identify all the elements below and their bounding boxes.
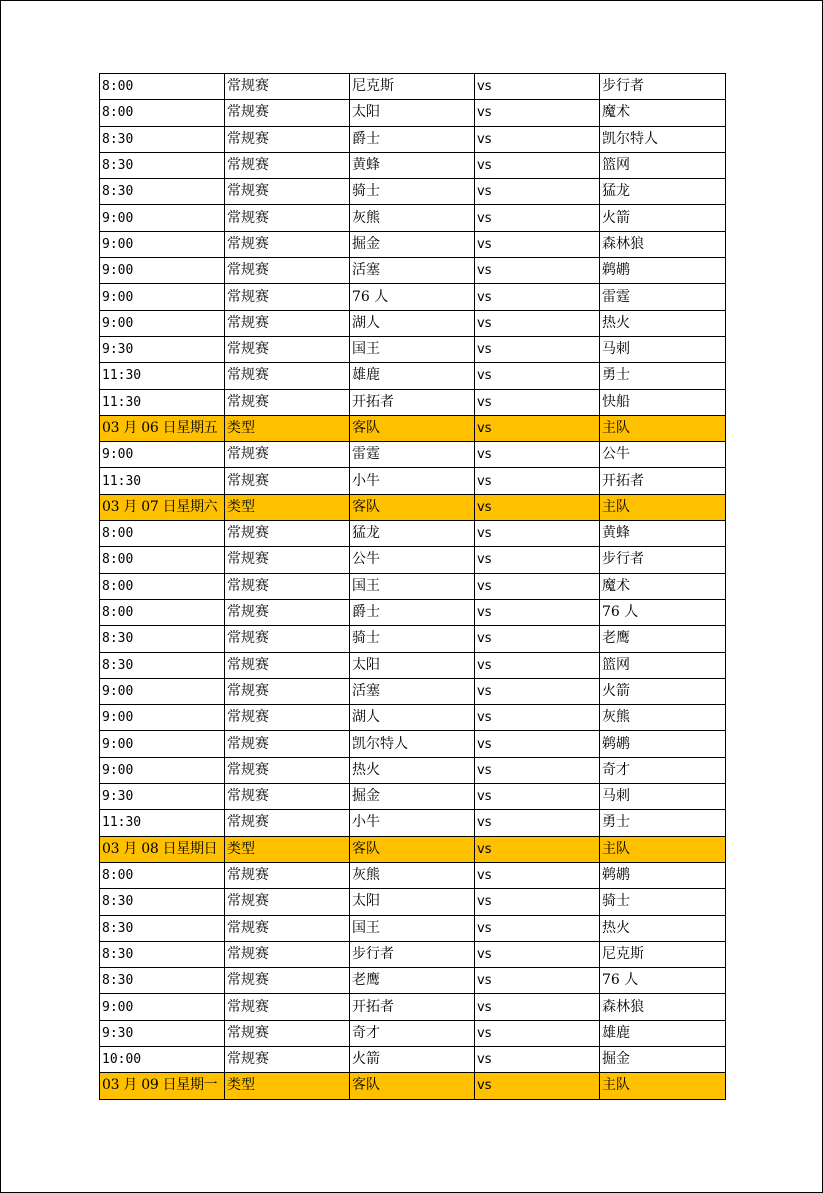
vs-cell: vs [475,1046,600,1072]
time-cell: 8:30 [100,126,225,152]
game-type-cell: 常规赛 [225,152,350,178]
time-cell: 9:30 [100,336,225,362]
time-cell: 8:30 [100,179,225,205]
away-team-cell: 灰熊 [350,205,475,231]
away-team-cell: 灰熊 [350,862,475,888]
time-cell: 8:00 [100,862,225,888]
home-team-cell: 雄鹿 [600,1020,726,1046]
away-team-cell: 雄鹿 [350,363,475,389]
game-row [100,363,726,389]
away-team-cell: 开拓者 [350,389,475,415]
away-team-cell: 火箭 [350,1046,475,1072]
home-team-cell: 森林狼 [600,231,726,257]
time-cell: 11:30 [100,389,225,415]
vs-cell: vs [475,968,600,994]
time-cell: 8:30 [100,152,225,178]
vs-cell: vs [475,100,600,126]
home-team-cell: 猛龙 [600,179,726,205]
home-team-cell: 鹈鹕 [600,731,726,757]
game-row [100,547,726,573]
away-team-cell: 湖人 [350,705,475,731]
vs-cell: vs [475,336,600,362]
away-team-cell: 湖人 [350,310,475,336]
vs-cell: vs [475,231,600,257]
home-team-cell: 鹈鹕 [600,862,726,888]
time-cell: 9:00 [100,231,225,257]
game-type-cell: 常规赛 [225,599,350,625]
time-cell: 11:30 [100,810,225,836]
away-team-cell: 尼克斯 [350,74,475,100]
game-row [100,258,726,284]
away-team-cell: 太阳 [350,100,475,126]
time-cell: 8:30 [100,915,225,941]
game-row [100,231,726,257]
home-team-cell: 公牛 [600,442,726,468]
date-header-row [100,1073,726,1099]
vs-cell: vs [475,599,600,625]
game-type-cell: 常规赛 [225,810,350,836]
game-row [100,652,726,678]
time-cell: 9:00 [100,205,225,231]
home-team-cell: 主队 [600,1073,726,1099]
home-team-cell: 篮网 [600,152,726,178]
game-type-cell: 类型 [225,1073,350,1099]
away-team-cell: 掘金 [350,784,475,810]
game-row [100,521,726,547]
home-team-cell: 76 人 [600,968,726,994]
game-type-cell: 常规赛 [225,310,350,336]
game-type-cell: 常规赛 [225,994,350,1020]
vs-cell: vs [475,468,600,494]
time-cell: 9:30 [100,784,225,810]
game-row [100,626,726,652]
game-type-cell: 常规赛 [225,547,350,573]
vs-cell: vs [475,1020,600,1046]
vs-cell: vs [475,521,600,547]
time-cell: 9:00 [100,705,225,731]
home-team-cell: 主队 [600,494,726,520]
vs-cell: vs [475,626,600,652]
game-row [100,1020,726,1046]
game-type-cell: 类型 [225,415,350,441]
game-schedule-table [99,73,726,1100]
game-type-cell: 常规赛 [225,1046,350,1072]
away-team-cell: 客队 [350,1073,475,1099]
home-team-cell: 黄蜂 [600,521,726,547]
game-row [100,994,726,1020]
vs-cell: vs [475,889,600,915]
time-cell: 8:30 [100,941,225,967]
home-team-cell: 勇士 [600,810,726,836]
time-cell: 9:00 [100,284,225,310]
home-team-cell: 老鹰 [600,626,726,652]
game-row [100,915,726,941]
vs-cell: vs [475,941,600,967]
vs-cell: vs [475,994,600,1020]
home-team-cell: 奇才 [600,757,726,783]
game-type-cell: 常规赛 [225,336,350,362]
home-team-cell: 骑士 [600,889,726,915]
away-team-cell: 客队 [350,415,475,441]
time-cell: 9:00 [100,731,225,757]
game-row [100,573,726,599]
vs-cell: vs [475,862,600,888]
time-cell: 9:00 [100,258,225,284]
date-header-row [100,494,726,520]
vs-cell: vs [475,573,600,599]
time-cell: 9:00 [100,310,225,336]
game-row [100,205,726,231]
game-type-cell: 常规赛 [225,126,350,152]
time-cell: 8:00 [100,521,225,547]
game-row [100,126,726,152]
game-type-cell: 常规赛 [225,389,350,415]
game-row [100,284,726,310]
away-team-cell: 客队 [350,494,475,520]
game-type-cell: 常规赛 [225,678,350,704]
game-row [100,310,726,336]
time-cell: 8:00 [100,573,225,599]
away-team-cell: 骑士 [350,626,475,652]
home-team-cell: 热火 [600,915,726,941]
vs-cell: vs [475,74,600,100]
away-team-cell: 国王 [350,915,475,941]
vs-cell: vs [475,442,600,468]
vs-cell: vs [475,179,600,205]
home-team-cell: 灰熊 [600,705,726,731]
vs-cell: vs [475,652,600,678]
game-row [100,1046,726,1072]
away-team-cell: 小牛 [350,810,475,836]
vs-cell: vs [475,705,600,731]
away-team-cell: 活塞 [350,678,475,704]
game-row [100,442,726,468]
game-row [100,74,726,100]
game-type-cell: 常规赛 [225,258,350,284]
game-row [100,389,726,415]
time-cell: 8:30 [100,626,225,652]
time-cell: 8:30 [100,889,225,915]
vs-cell: vs [475,126,600,152]
game-type-cell: 常规赛 [225,363,350,389]
time-cell: 8:30 [100,652,225,678]
game-row [100,468,726,494]
away-team-cell: 黄蜂 [350,152,475,178]
game-type-cell: 常规赛 [225,968,350,994]
game-type-cell: 常规赛 [225,521,350,547]
vs-cell: vs [475,363,600,389]
vs-cell: vs [475,258,600,284]
home-team-cell: 掘金 [600,1046,726,1072]
home-team-cell: 步行者 [600,74,726,100]
home-team-cell: 雷霆 [600,284,726,310]
time-cell: 8:00 [100,74,225,100]
vs-cell: vs [475,757,600,783]
schedule-body [100,74,726,1100]
home-team-cell: 主队 [600,415,726,441]
game-type-cell: 类型 [225,494,350,520]
game-row [100,100,726,126]
game-row [100,336,726,362]
game-type-cell: 常规赛 [225,74,350,100]
away-team-cell: 热火 [350,757,475,783]
time-cell: 10:00 [100,1046,225,1072]
game-type-cell: 常规赛 [225,731,350,757]
time-cell: 9:00 [100,678,225,704]
game-row [100,889,726,915]
game-type-cell: 常规赛 [225,862,350,888]
vs-cell: vs [475,547,600,573]
date-label-cell: 03 月 08 日星期日 [100,836,225,862]
away-team-cell: 奇才 [350,1020,475,1046]
away-team-cell: 雷霆 [350,442,475,468]
game-row [100,862,726,888]
date-header-row [100,415,726,441]
game-type-cell: 常规赛 [225,231,350,257]
home-team-cell: 魔术 [600,573,726,599]
time-cell: 11:30 [100,363,225,389]
away-team-cell: 太阳 [350,652,475,678]
away-team-cell: 国王 [350,336,475,362]
game-row [100,968,726,994]
game-type-cell: 常规赛 [225,941,350,967]
home-team-cell: 火箭 [600,678,726,704]
home-team-cell: 鹈鹕 [600,258,726,284]
away-team-cell: 开拓者 [350,994,475,1020]
game-type-cell: 常规赛 [225,626,350,652]
game-type-cell: 常规赛 [225,784,350,810]
away-team-cell: 掘金 [350,231,475,257]
home-team-cell: 森林狼 [600,994,726,1020]
vs-cell: vs [475,310,600,336]
time-cell: 8:00 [100,100,225,126]
date-label-cell: 03 月 07 日星期六 [100,494,225,520]
game-row [100,678,726,704]
vs-cell: vs [475,389,600,415]
vs-cell: vs [475,784,600,810]
home-team-cell: 凯尔特人 [600,126,726,152]
vs-cell: vs [475,152,600,178]
home-team-cell: 篮网 [600,652,726,678]
game-type-cell: 常规赛 [225,705,350,731]
game-type-cell: 常规赛 [225,100,350,126]
away-team-cell: 小牛 [350,468,475,494]
away-team-cell: 太阳 [350,889,475,915]
vs-cell: vs [475,205,600,231]
away-team-cell: 步行者 [350,941,475,967]
vs-cell: vs [475,284,600,310]
vs-cell: vs [475,731,600,757]
time-cell: 9:30 [100,1020,225,1046]
time-cell: 8:00 [100,599,225,625]
game-row [100,757,726,783]
home-team-cell: 76 人 [600,599,726,625]
time-cell: 9:00 [100,757,225,783]
home-team-cell: 马刺 [600,784,726,810]
date-header-row [100,836,726,862]
away-team-cell: 猛龙 [350,521,475,547]
away-team-cell: 国王 [350,573,475,599]
home-team-cell: 开拓者 [600,468,726,494]
away-team-cell: 爵士 [350,126,475,152]
date-label-cell: 03 月 06 日星期五 [100,415,225,441]
game-row [100,784,726,810]
vs-cell: vs [475,836,600,862]
home-team-cell: 步行者 [600,547,726,573]
game-type-cell: 常规赛 [225,652,350,678]
game-row [100,599,726,625]
vs-cell: vs [475,915,600,941]
home-team-cell: 魔术 [600,100,726,126]
game-row [100,179,726,205]
game-type-cell: 常规赛 [225,468,350,494]
vs-cell: vs [475,678,600,704]
game-type-cell: 常规赛 [225,1020,350,1046]
game-row [100,941,726,967]
time-cell: 11:30 [100,468,225,494]
game-row [100,705,726,731]
game-type-cell: 常规赛 [225,573,350,599]
away-team-cell: 骑士 [350,179,475,205]
away-team-cell: 爵士 [350,599,475,625]
away-team-cell: 客队 [350,836,475,862]
home-team-cell: 主队 [600,836,726,862]
home-team-cell: 马刺 [600,336,726,362]
date-label-cell: 03 月 09 日星期一 [100,1073,225,1099]
game-row [100,152,726,178]
game-type-cell: 常规赛 [225,179,350,205]
game-type-cell: 常规赛 [225,757,350,783]
away-team-cell: 活塞 [350,258,475,284]
time-cell: 9:00 [100,442,225,468]
game-type-cell: 类型 [225,836,350,862]
game-type-cell: 常规赛 [225,889,350,915]
away-team-cell: 76 人 [350,284,475,310]
time-cell: 8:30 [100,968,225,994]
game-row [100,810,726,836]
game-row [100,731,726,757]
home-team-cell: 尼克斯 [600,941,726,967]
vs-cell: vs [475,1073,600,1099]
vs-cell: vs [475,415,600,441]
home-team-cell: 热火 [600,310,726,336]
time-cell: 9:00 [100,994,225,1020]
home-team-cell: 勇士 [600,363,726,389]
vs-cell: vs [475,810,600,836]
game-type-cell: 常规赛 [225,284,350,310]
game-type-cell: 常规赛 [225,915,350,941]
home-team-cell: 火箭 [600,205,726,231]
time-cell: 8:00 [100,547,225,573]
home-team-cell: 快船 [600,389,726,415]
game-type-cell: 常规赛 [225,205,350,231]
away-team-cell: 公牛 [350,547,475,573]
away-team-cell: 凯尔特人 [350,731,475,757]
away-team-cell: 老鹰 [350,968,475,994]
game-type-cell: 常规赛 [225,442,350,468]
vs-cell: vs [475,494,600,520]
